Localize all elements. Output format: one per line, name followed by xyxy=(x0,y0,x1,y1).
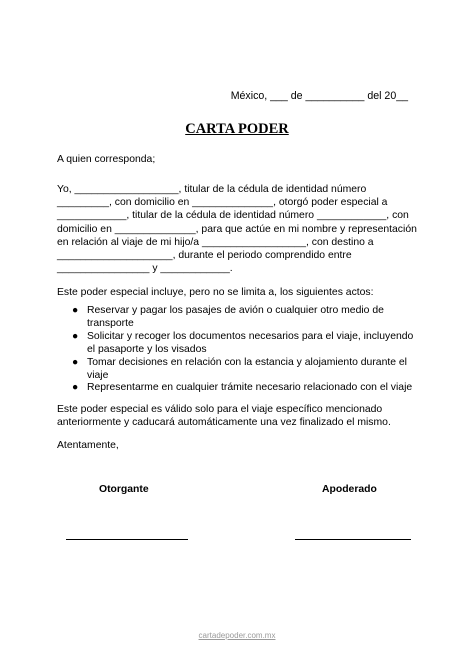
list-item xyxy=(72,357,418,383)
document-title: CARTA PODER xyxy=(185,121,289,137)
act-text: Tomar decisiones en relación con la estancia y alojamiento durante el viaje xyxy=(87,356,407,381)
footer-website-link[interactable]: cartadepoder.com.mx xyxy=(198,631,276,640)
list-item xyxy=(72,305,418,331)
list-item xyxy=(72,331,418,357)
act-text: Representarme en cualquier trámite necesario relacionado con el viaje xyxy=(87,382,413,394)
list-item xyxy=(72,382,418,395)
bullet-icon: ● xyxy=(72,330,79,342)
bullet-icon: ● xyxy=(72,356,79,368)
bullet-icon: ● xyxy=(72,382,79,394)
grantor-label: Otorgante xyxy=(99,484,149,495)
act-text: Reservar y pagar los pasajes de avión o cualquier otro medio de transporte xyxy=(87,305,384,329)
date-line: México, ___ de __________ del 20__ xyxy=(230,90,408,102)
farewell: Atentamente, xyxy=(57,440,119,451)
attorney-label: Apoderado xyxy=(322,484,377,495)
validity-paragraph: Este poder especial es válido solo para el viaje específico mencionado anteriormente y caducará automáticamente una vez finalizado el mismo. xyxy=(57,404,391,429)
body-paragraph: Yo, __________________, titular de la cédula de identidad número _________, con domicilio en ______________, otorgó poder especial a ____________, titular de la cédula de identidad número ____________, con domicilio en ______________, para que actúe en mi nombre y representación en relación al viaje de mi hijo/a __________________, con destino a ____________________, durante el periodo comprendido entre ________________ y ____________. xyxy=(57,184,417,275)
bullet-icon: ● xyxy=(72,305,79,316)
acts-list xyxy=(72,305,418,395)
greeting: A quien corresponda; xyxy=(57,154,156,165)
act-text: Solicitar y recoger los documentos necesarios para el viaje, incluyendo el pasaporte y los visados xyxy=(87,330,414,355)
grantor-signature-line xyxy=(66,539,188,540)
powers-intro: Este poder especial incluye, pero no se limita a, los siguientes actos: xyxy=(57,287,374,298)
attorney-signature-line xyxy=(295,539,411,540)
